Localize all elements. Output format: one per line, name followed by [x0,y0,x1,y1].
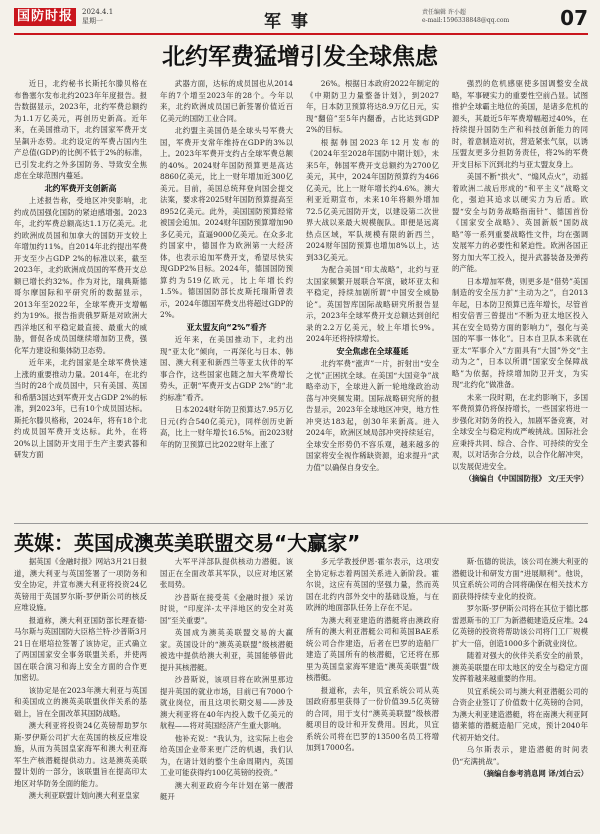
paragraph: 美国不断“拱火”、“煽风点火”，动摇着欧洲二战后形成的“和平主义”战略文化，强迫其追求以硬实力为后盾。欧盟“安全与防务战略指南针”、德国首份《国家安全战略》、英国新版“国防战略”等一系列重要战略性文件，均在强调发展军力的必要性和紧迫性。欧洲各国正努力加大军工投入，提升武器装备及弹药的产能。 [452,172,588,273]
email: e-mail:1596338848@qq.com [422,17,510,24]
paragraph: 大军平洋部队提供核动力潜艇。该国正在全面改革其军队，以应对地区紧张局势。 [160,557,293,589]
paragraph: 沙普斯在接受英《金融时报》采访时说，“印度洋-太平洋地区的安全对英国”至关重要”。 [160,592,293,625]
paragraph: 为配合美国“印太战略”，北约与亚太国家频繁开展联合军演，破坏亚太和平稳定，持续加剧所谓“中国安全威胁论”。英国智库国际战略研究所报告显示，2023年全球军费开支总额达到创纪录的2.2万亿美元，较上年增长9%。2024年还将持续增长。 [306,265,439,343]
paragraph: 英国成为澳英美联盟交易的大赢家。英国设计的“澳英美联盟”级核潜艇被选中提供给澳大利亚，英国能够借此提升其核潜艇。 [160,628,293,672]
article2-column-4 [452,556,588,830]
paragraph: 近日，北约秘书长斯托尔滕贝格在布鲁塞尔发布北约2023年年度报告。报告数据显示，2023年，北约军费总额约为1.1万亿美元，再创历史新高。近年来，在美国推动下，北约国家军费开支呈飙升态势。北约设定的军费占国内生产总值(GDP)的比例不低于2%的标准，已引发北约之外多国防务、导致安全焦虑在全球范围内蔓延。 [14,79,147,180]
article2-headline: 英媒：英国成澳英美联盟交易“大赢家” [14,531,361,555]
issue-date [82,8,113,26]
paragraph: 北约军费“涨声”一片，折射出“安全之忧”正困扰全球。在美国“大国竞争”战略牵动下，全球进入新一轮地缘政治动荡与冲突频发期。国际战略研究所的报告显示，2023年全球地区冲突，地方性冲突达183起，创30年来新高。进入2024年，欧洲区域局部冲突持续延宕，全球安全形势仍不容乐观，越来越多的国家将安全视作稀缺资源，追求提升“武力值”以确保自身安全。 [306,359,439,472]
credit-line: （摘编自参考消息网 译/刘白云） [479,769,588,778]
paragraph: 乌尔斯表示，建造潜艇的时间表仍“充满挑战”。 [452,745,588,766]
newspaper-logo: 国防时报 [14,8,76,26]
paragraph: 他补充说：“我认为，这实际上也会给英国企业带来更广泛的机遇，我们认为，在诸计划的整个生命周期内，英国工业可能获得约100亿英镑的投资。” [160,733,293,777]
page-number: 07 [560,6,588,30]
paragraph: 为澳大利亚建造的潜艇将由澳政府所有的澳大利亚潜艇公司和英国BAE系统公司合作建造，后者在巴罗的造船厂建造了英国所有的核潜艇，它还将在那里为英国皇家海军建造“澳英美联盟”级核潜艇。 [306,615,439,682]
paragraph: 武器方面，达标的成员国也从2014年的7个增至2023年的28个。今年以来，北约欧洲成员国已新签署价值近百亿美元的国防工业合同。 [160,79,293,123]
paragraph: 罗尔斯-罗伊斯公司将在其位于德比郡雷恩斯韦的工厂为新潜艇建造反应堆。24亿英镑的投资将帮助该公司将门工厂规模扩大一倍，创造1000多个新就业岗位。 [452,604,588,648]
paragraph: 澳大利亚将投资24亿英镑帮助罗尔斯-罗伊斯公司扩大在英国的核反应堆设施，从而为英国皇家海军和澳大利亚海军生产核潜艇提供动力。这是澳英美联盟计划的一部分，该联盟旨在提高印太地区对华防务全面的能力。 [14,721,147,788]
article-divider [14,523,588,524]
paragraph: 近年来，北约国家是全球军费快速上涨的重要推动力量。2014年，在北约当时的28个成员国中，只有美国、英国和希腊3国达到军费开支占GDP 2%的标准，到2023年，已有10个成员国达标。斯托尔滕贝格称，2024年，将有18个北约成员国军费开支达标。此外，在将20%以上国防开支用于生产主要武器和研发方面 [14,358,147,459]
paragraph: 26%。根据日本政府2022年制定的《中期防卫力量整备计划》，到2027年，日本防卫预算将达8.9万亿日元，实现“翻倍”至5年内翻番，占比达到GDP 2%的目标。 [306,79,439,134]
paragraph: 据英国《金融时报》网站3月21日报道，澳大利亚与英国签署了一项防务和安全协定，并宣布澳大利亚将投资24亿英镑用于英国罗尔斯-罗伊斯公司的核反应堆设施。 [14,557,147,612]
paragraph: 报道称，澳大利亚国防部长理查德·马尔斯与英国国防大臣格兰特·沙普斯3月21日在堪培拉签署了该协定，正式确立了两国国家安全事务联盟关系，并使两国在联合演习和海上安全方面的合作更加密切。 [14,615,147,682]
article1-column-3 [306,78,439,523]
paragraph: 沙普斯说，该项目将在欧洲里那边提升英国的就业市场，目前已有7000个就业岗位，而且这项长期交易——涉及澳大利亚将在40年内投入数千亿美元的航程——将对英国经济产生重大影响。 [160,675,293,730]
paragraph: 贝宜系统公司与澳大利亚潜艇公司的合资企业签订了价值数十亿英镑的合同，为澳大利亚建造潜艇，将在南澳大利亚阿德莱德的潜艇造船厂完成，预计2040年代初开始交付。 [452,686,588,742]
article1-headline: 北约军费猛增引发全球焦虑 [162,44,438,70]
masthead [14,6,588,36]
paragraph: 澳大利亚联盟计划向澳大利亚皇家 [28,791,140,800]
paragraph: 报道称，去年，贝宜系统公司从英国政府那里获得了一份价值39.5亿英镑的合同，用于支付“澳英美联盟”级核潜艇项目的设计和开发费用。因此，贝宜系统公司将在巴罗的13500名员工将增加到17000名。 [306,685,439,752]
paragraph: 北约盟主美国仍是全球头号军费大国，军费开支常年维持在GDP的3%以上。2023年军费开支约占全球军费总额的40%。2024财年国防预算更是高达8860亿美元，比上一财年增加近300亿美元。目前，美国总统拜登向国会提交法案，要求将2025财年国防预算提高至8952亿美元。此外，美国国防预算经常被国会追加。2024财年国防预算增加90多亿美元，直逼9000亿美元。在众多北约国家中，德国作为欧洲第一大经济体，也表示追加军费开支，希望尽快实现GDP2%目标。2024年，德国国防预算约为519亿欧元，比上年增长约1.5%。德国国防部长皮斯托瑞斯曾表示，2024年德国军费支出将超过GDP的2%。 [160,126,293,319]
paragraph: 日本增加军费，则更多是“借势”美国制造的安全压力扩“主动为之”，自2013年起，日本防卫预算已连年增长，尽管首相安倍晋三曾提出“不断为亚太地区投入其在安全局势方面的影响力”，强化与美国的军事一体化”。日本自卫队本来就在亚太“军事介入”方面具有“大国”外交“主动为之”，日本以所谓“国家安全保障战略”为依据，持续增加防卫开支，为实现“北约化”做准备。 [452,276,588,389]
paragraph: 日本2024财年防卫预算达7.95万亿日元(约合540亿美元)，同样创历史新高，比上一财年增长16.5%。而2023财年的防卫预算已比2022财年上涨了 [160,405,293,449]
masthead-rule [14,33,588,35]
article1-column-1 [14,78,147,523]
paragraph: 该协定是在2023年澳大利亚与英国和美国成立的澳英美联盟伙伴关系的基础上，旨在全面改革其国防战略。 [14,685,147,718]
paragraph: 澳大利亚政府今年计划在第一艘潜艇开 [160,780,293,801]
article2-column-3 [306,556,439,830]
paragraph: 近年来，在美国推动下，北约出现“亚太化”倾向，一再深化与日本、韩国、澳大利亚和新西兰等亚太伙伴的军事合作，这些国家也随之加大军费增长势头，正朝“军费开支占GDP 2%”的“北约标准”看齐。 [160,335,293,402]
paragraph: 多元学教授伊恩·霍尔表示，这项安全协定标志着两国关系进入新阶段。霍尔说，这应有英国的坚强力量，然而英国在北约内部外交中的基础设施，与在欧洲的地面部队任务上存在不足。 [306,557,439,612]
paragraph: 根据韩国2023年12月发布的《2024年至2028年国防中期计划》，未来5年，韩国军费开支总额约为2700亿美元，其中，2024年国防预算约为466亿美元，比上一财年增长约4.6%。澳大利亚近期宣布，未来10年将额外增加72.5亿美元国防开支，以建设第二次世界大战以来最大规模舰队。即便是远离热点区域，军队规模有限的新西兰，2024财年国防预算也增加8%以上，达到33亿美元。 [306,137,439,262]
paragraph: 未来一段时期，在北约影响下，多国军费预算仍将保持增长，一些国家将进一步强化对防务的投入，加剧军备竞赛，对全球安全与稳定构成严峻挑战。国际社会应秉持共同、综合、合作、可持续的安全观，以对话弥合分歧，以合作化解冲突，以发展促进安全。 [452,392,588,471]
subheading: 北约军费开支创新高 [44,183,117,193]
date: 2024.4.1 [82,8,114,16]
subheading: 安全焦虑在全球蔓延 [336,346,409,356]
credit-line: （摘编自《中国国防报》 文/王天宇） [464,474,588,483]
paragraph: 斯·伍德的说法，该公司在澳大利亚的潜艇设计和研发方面“进展顺利”。他说，贝宜系统公司的合同将确保在相关技术方面获得持续专业化的投资。 [452,557,588,601]
subheading: 亚太盟友向“2%”看齐 [186,322,267,332]
article1-column-2 [160,78,293,523]
weekday: 星期一 [82,17,103,25]
editor-info [422,9,509,25]
article1-column-4 [452,78,588,523]
section-title: 军事 [264,12,318,32]
editor: 责任编辑 许小超 [422,9,466,16]
article2-column-1 [14,556,147,830]
paragraph: 强烈的危机感驱使多国调整安全战略，军事硬实力的重要性空前凸显。试图推护全球霸主地位的美国，是诸多危机的源头，其最近5年军费增幅超过40%，在持续提升国防生产和科技创新能力的同时，着意制造对抗，营造紧张气氛，以诱压盟友更多分担防务责任，将2%的军费开支目标下沉到北约与亚太盟友身上。 [452,79,588,169]
paragraph: 随着对强大的伙伴关系安全的前景，澳英美联盟在印太地区的安全与稳定方面发挥着越来越重要的作用。 [452,651,588,683]
article2-column-2 [160,556,293,830]
paragraph: 上述报告称，受地区冲突影响，北约成员国强化国防的紧迫感增强。2023年，北约军费总额高达1.1万亿美元。北约欧洲成员国和加拿大的国防开支较上年增加约11%。自2014年北约提出军费开支至少占GDP 2%的标准以来，截至2023年，北约欧洲成员国的军费开支总额已增长约32%。作为对比，瑞典斯德哥尔摩国际和平研究所的数据显示，2013年至2022年，全球军费开支增幅约为19%。报告指责俄罗斯是对欧洲大西洋地区和平稳定最直接、最重大的威胁，督促各成员国继续增加防卫费，强化军力建设和集体防卫态势。 [14,196,147,355]
